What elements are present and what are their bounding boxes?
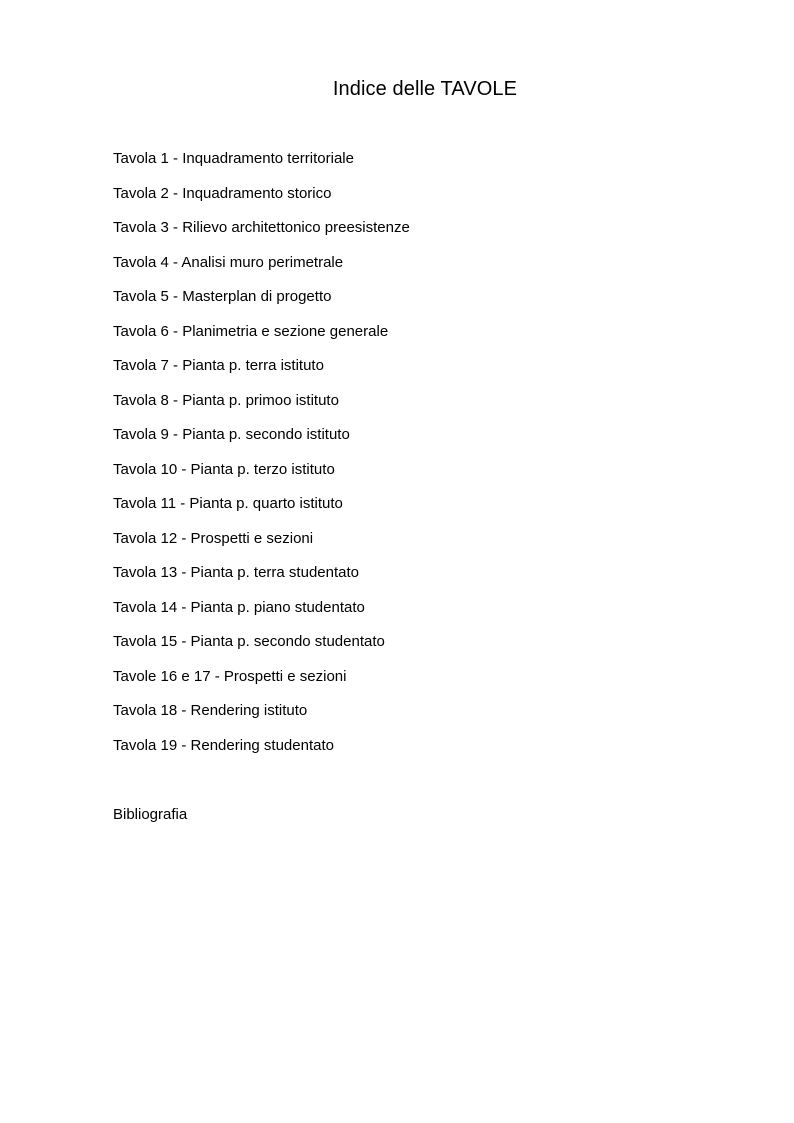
toc-entry: Tavola 4 - Analisi muro perimetrale [113, 253, 344, 271]
toc-entry: Tavola 5 - Masterplan di progetto [113, 288, 332, 305]
toc-entry: Tavola 6 - Planimetria e sezione generale [113, 322, 389, 340]
page-title: Indice delle TAVOLE [332, 78, 518, 100]
toc-entry: Tavola 12 - Prospetti e sezioni [113, 529, 314, 547]
toc-entry: Tavola 2 - Inquadramento storico [113, 184, 332, 202]
toc-entry: Tavola 15 - Pianta p. secondo studentato [113, 633, 385, 650]
toc-entry: Tavola 10 - Pianta p. terzo istituto [113, 460, 335, 478]
toc-entry: Tavola 8 - Pianta p. primoo istituto [113, 391, 339, 409]
toc-entry: Tavola 14 - Pianta p. piano studentato [113, 598, 365, 616]
toc-entry: Tavola 13 - Pianta p. terra studentato [113, 564, 359, 581]
toc-entry: Tavole 16 e 17 - Prospetti e sezioni [113, 667, 347, 685]
bibliography-heading: Bibliografia [113, 806, 188, 823]
toc-entry: Tavola 19 - Rendering studentato [113, 736, 334, 754]
toc-entry: Tavola 9 - Pianta p. secondo istituto [113, 426, 350, 443]
toc-entry: Tavola 11 - Pianta p. quarto istituto [113, 495, 343, 512]
toc-entry: Tavola 18 - Rendering istituto [113, 702, 308, 719]
toc-entry: Tavola 1 - Inquadramento territoriale [113, 150, 354, 167]
toc-entry: Tavola 7 - Pianta p. terra istituto [113, 357, 324, 374]
table-of-contents [113, 148, 410, 769]
toc-entry: Tavola 3 - Rilievo architettonico preesistenze [113, 219, 410, 236]
